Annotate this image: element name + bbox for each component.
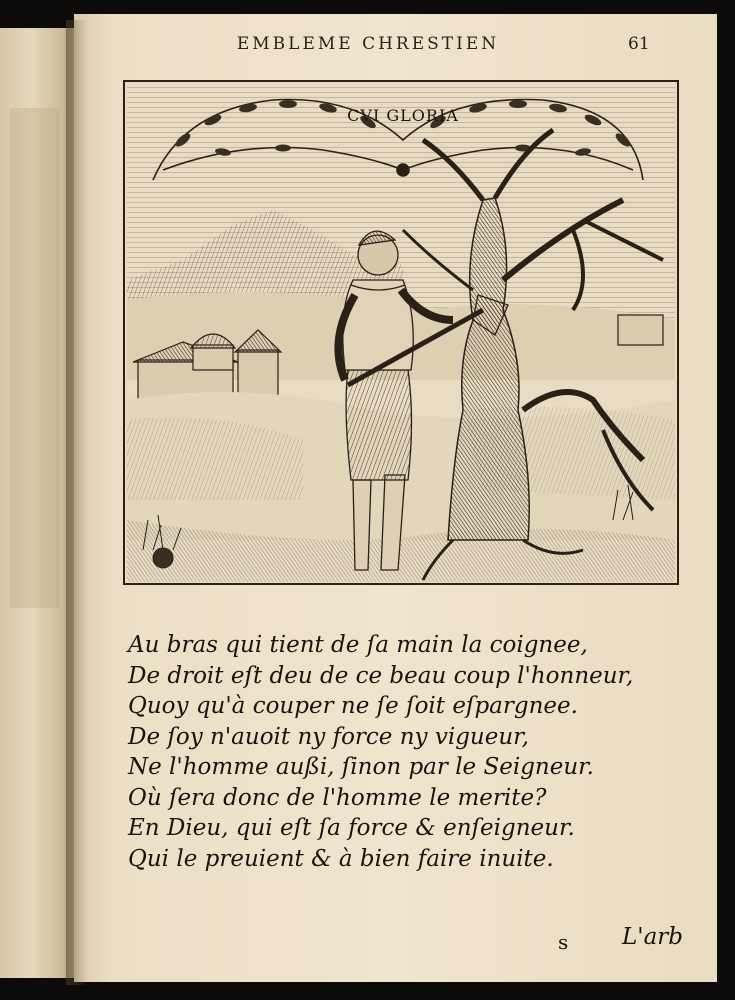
verse-line: Au bras qui tient de ſa main la coignee,	[128, 632, 588, 658]
verse-line: Qui le preuient & à bien faire inuite.	[128, 845, 554, 872]
verse-line: De ſoy n'auoit ny force ny vigueur,	[128, 723, 529, 750]
verse-line: En Dieu, qui eſt ſa force & enſeigneur.	[128, 815, 575, 841]
verse-line: Ne l'homme außi, ſinon par le Seigneur.	[128, 754, 594, 780]
verse-line: Quoy qu'à couper ne ſe ſoit eſpargnee.	[128, 693, 578, 719]
facing-page-stain	[10, 108, 60, 608]
verse-line: De droit eſt deu de ce beau coup l'honneur,	[128, 662, 634, 689]
signature-mark: s	[558, 930, 569, 954]
verse-stanza	[128, 630, 688, 874]
verse-line: Où ſera donc de l'homme le merite?	[128, 784, 547, 811]
emblem-engraving	[123, 80, 679, 585]
running-head: EMBLEME CHRESTIEN	[236, 34, 500, 54]
book-gutter-shadow	[66, 20, 88, 985]
page-number: 61	[628, 34, 650, 54]
catchword: L'arb	[622, 924, 684, 950]
emblem-motto: CVI GLORIA	[347, 106, 459, 125]
